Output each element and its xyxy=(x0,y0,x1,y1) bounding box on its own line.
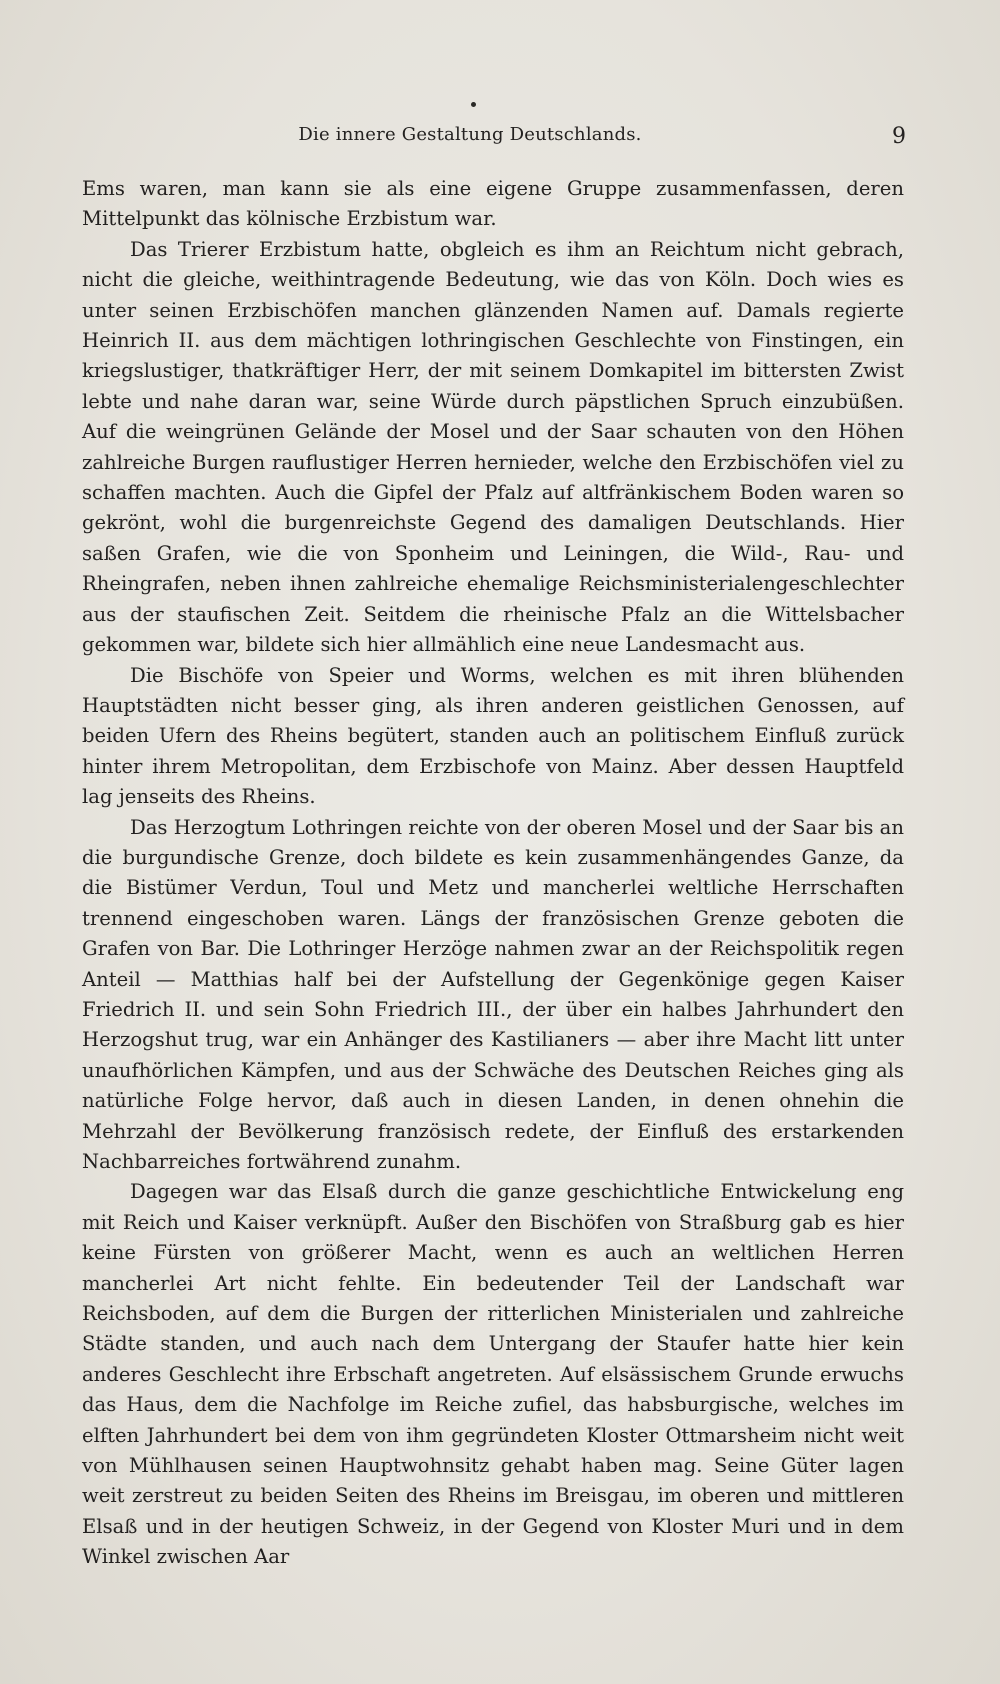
ink-dot xyxy=(471,102,476,107)
paragraph-4: Das Herzogtum Lothringen reichte von der oberen Mosel und der Saar bis an die burgundische Grenze, doch bildete es kein zusammenhängendes Ganze, da die Bistümer Verdun, Toul und Metz und mancherlei weltliche Herrschaften trennend eingeschoben waren. Längs der französischen Grenze geboten die Grafen von Bar. Die Lothringer Herzöge nahmen zwar an der Reichspolitik regen Anteil — Matthias half bei der Aufstellung der Gegenkönige gegen Kaiser Friedrich II. und sein Sohn Friedrich III., der über ein halbes Jahrhundert den Herzogshut trug, war ein Anhänger des Kastilianers — aber ihre Macht litt unter unaufhörlichen Kämpfen, und aus der Schwäche des Deutschen Reiches ging als natürliche Folge hervor, daß auch in diesen Landen, in denen ohnehin die Mehrzahl der Bevölkerung französisch redete, der Einfluß des erstarkenden Nachbarreiches fortwährend zunahm. xyxy=(82,815,904,1173)
paragraph-3: Die Bischöfe von Speier und Worms, welchen es mit ihren blühenden Hauptstädten nicht besser ging, als ihren anderen geistlichen Genossen, auf beiden Ufern des Rheins begütert, standen auch an politischem Einfluß zurück hinter ihrem Metropolitan, dem Erzbischofe von Mainz. Aber dessen Hauptfeld lag jenseits des Rheins. xyxy=(82,663,904,809)
paragraph-2: Das Trierer Erzbistum hatte, obgleich es ihm an Reichtum nicht gebrach, nicht die gleiche, weithintragende Bedeutung, wie das von Köln. Doch wies es unter seinen Erzbischöfen manchen glänzenden Namen auf. Damals regierte Heinrich II. aus dem mächtigen lothringischen Geschlechte von Finstingen, ein kriegslustiger, thatkräftiger Herr, der mit seinem Domkapitel im bittersten Zwist lebte und nahe daran war, seine Würde durch päpstlichen Spruch einzubüßen. Auf die weingrünen Gelände der Mosel und der Saar schauten von den Höhen zahlreiche Burgen rauflustiger Herren hernieder, welche den Erzbischöfen viel zu schaffen machten. Auch die Gipfel der Pfalz auf altfränkischem Boden waren so gekrönt, wohl die burgenreichste Gegend des damaligen Deutschlands. Hier saßen Grafen, wie die von Sponheim und Leiningen, die Wild-, Rau- und Rheingrafen, neben ihnen zahlreiche ehemalige Reichsministerialengeschlechter aus der staufischen Zeit. Seitdem die rheinische Pfalz an die Wittelsbacher gekommen war, bildete sich hier allmählich eine neue Landesmacht aus. xyxy=(82,237,904,657)
running-title: Die innere Gestaltung Deutschlands. xyxy=(298,124,642,145)
paragraph-1: Ems waren, man kann sie als eine eigene Gruppe zusammenfassen, deren Mittelpunkt das kölnische Erzbistum war. xyxy=(82,177,904,231)
page-number: 9 xyxy=(892,124,906,149)
body-text xyxy=(82,174,904,1573)
paragraph-5: Dagegen war das Elsaß durch die ganze geschichtliche Entwickelung eng mit Reich und Kaiser verknüpft. Außer den Bischöfen von Straßburg gab es hier keine Fürsten von größerer Macht, wenn es auch an weltlichen Herren mancherlei Art nicht fehlte. Ein bedeutender Teil der Landschaft war Reichsboden, auf dem die Burgen der ritterlichen Ministerialen und zahlreiche Städte standen, und auch nach dem Untergang der Staufer hatte hier kein anderes Geschlecht ihre Erbschaft angetreten. Auf elsässischem Grunde erwuchs das Haus, dem die Nachfolge im Reiche zufiel, das habsburgische, welches im elften Jahrhundert bei dem von ihm gegründeten Kloster Ottmarsheim nicht weit von Mühlhausen seinen Hauptwohnsitz gehabt haben mag. Seine Güter lagen weit zerstreut zu beiden Seiten des Rheins im Breisgau, im oberen und mittleren Elsaß und in der heutigen Schweiz, in der Gegend von Kloster Muri und in dem Winkel zwischen Aar xyxy=(82,1180,904,1569)
